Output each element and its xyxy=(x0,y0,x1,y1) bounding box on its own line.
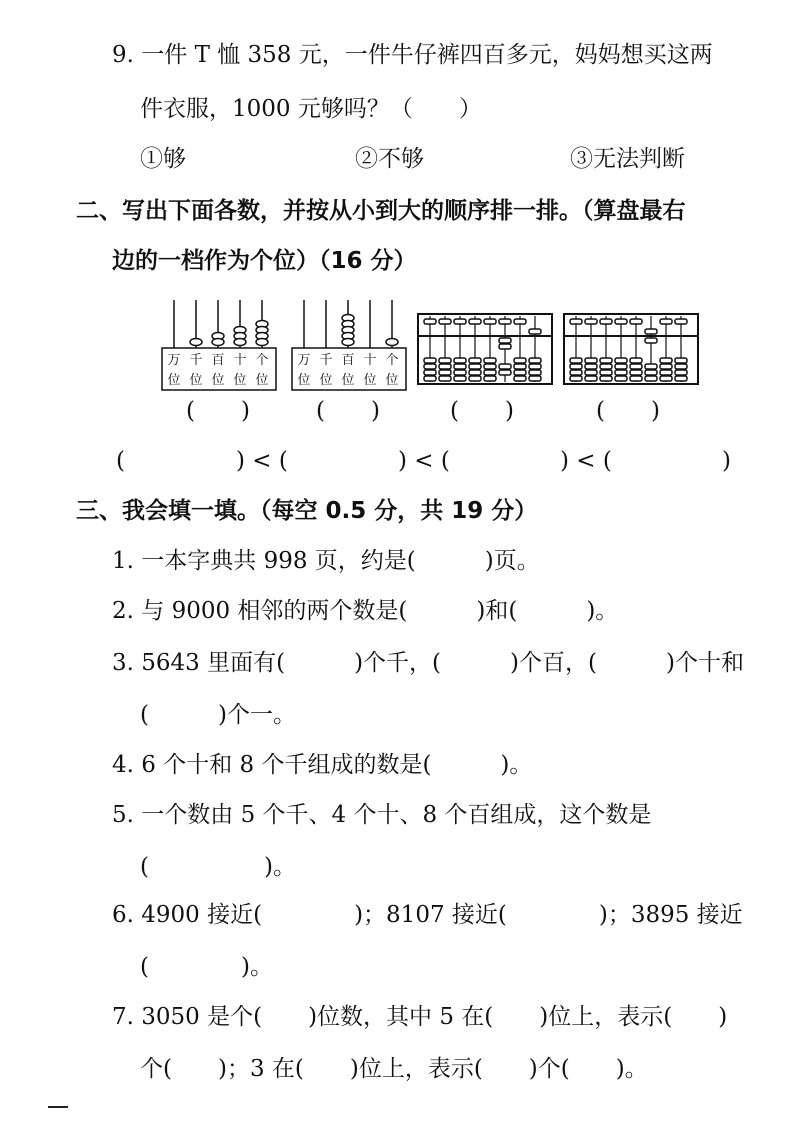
svg-text:位: 位 xyxy=(211,373,225,388)
q9-line2: 件衣服，1000 元够吗？（ ） xyxy=(140,96,482,122)
s3-item-5-cont: ( )。 xyxy=(140,854,296,880)
section2-heading-line1: 二、写出下面各数，并按从小到大的顺序排一排。（算盘最右 xyxy=(76,198,686,224)
abacus-4-answer-blank[interactable]: ( ) xyxy=(596,398,660,424)
s3-item-6-cont: ( )。 xyxy=(140,954,273,980)
s3-item-5: 5. 一个数由 5 个千、4 个十、8 个百组成，这个数是 xyxy=(112,802,652,828)
svg-text:位: 位 xyxy=(363,373,377,388)
abacus2-label-qian: 千 xyxy=(319,353,333,368)
section3-heading: 三、我会填一填。（每空 0.5 分，共 19 分） xyxy=(76,498,538,524)
abacus-3-answer-blank[interactable]: ( ) xyxy=(450,398,514,424)
q9-option-3[interactable]: ③无法判断 xyxy=(570,146,685,172)
svg-text:位: 位 xyxy=(319,373,333,388)
abacus2-label-bai: 百 xyxy=(341,353,355,368)
abacus-3 xyxy=(416,312,554,386)
abacus1-label-shi: 十 xyxy=(233,353,247,368)
abacus1-label-bai: 百 xyxy=(211,353,225,368)
q9-line1: 9. 一件 T 恤 358 元，一件牛仔裤四百多元，妈妈想买这两 xyxy=(112,42,713,68)
svg-text:位: 位 xyxy=(189,373,203,388)
svg-text:位: 位 xyxy=(297,373,311,388)
s3-item-3: 3. 5643 里面有( )个千，( )个百，( )个十和 xyxy=(112,650,744,676)
svg-text:位: 位 xyxy=(385,373,399,388)
order-blank-1-open: ( xyxy=(116,448,125,474)
abacus2-label-ge: 个 xyxy=(385,353,399,368)
svg-text:位: 位 xyxy=(255,373,269,388)
abacus2-label-wan: 万 xyxy=(297,353,311,368)
s3-item-7: 7. 3050 是个( )位数，其中 5 在( )位上，表示( ) xyxy=(112,1004,728,1030)
s3-item-2: 2. 与 9000 相邻的两个数是( )和( )。 xyxy=(112,598,619,624)
abacus-2 xyxy=(290,296,410,392)
s3-item-3-cont: ( )个一。 xyxy=(140,702,296,728)
order-less-than-1: ) < ( xyxy=(236,448,288,474)
svg-text:位: 位 xyxy=(233,373,247,388)
svg-text:位: 位 xyxy=(341,373,355,388)
abacus-1 xyxy=(160,296,280,392)
abacus-4 xyxy=(562,312,700,386)
abacus1-label-wan: 万 xyxy=(167,353,181,368)
q9-option-1[interactable]: ①够 xyxy=(140,146,186,172)
s3-item-7-cont: 个( )；3 在( )位上，表示( )个( )。 xyxy=(140,1056,648,1082)
q9-option-2[interactable]: ②不够 xyxy=(355,146,424,172)
s3-item-1: 1. 一本字典共 998 页，约是( )页。 xyxy=(112,548,540,574)
abacus1-label-qian: 千 xyxy=(189,353,203,368)
s3-item-4: 4. 6 个十和 8 个千组成的数是( )。 xyxy=(112,752,533,778)
section2-heading-line2: 边的一档作为个位）（16 分） xyxy=(112,248,417,274)
order-less-than-3: ) < ( xyxy=(560,448,612,474)
s3-item-6: 6. 4900 接近( )；8107 接近( )；3895 接近 xyxy=(112,902,743,928)
abacus-1-answer-blank[interactable]: ( ) xyxy=(186,398,250,424)
abacus-2-answer-blank[interactable]: ( ) xyxy=(316,398,380,424)
abacus1-label-ge: 个 xyxy=(255,353,269,368)
page-footer-mark xyxy=(48,1106,68,1108)
abacus2-label-shi: 十 xyxy=(363,353,377,368)
order-less-than-2: ) < ( xyxy=(398,448,450,474)
svg-text:位: 位 xyxy=(167,373,181,388)
order-blank-4-close: ) xyxy=(722,448,731,474)
